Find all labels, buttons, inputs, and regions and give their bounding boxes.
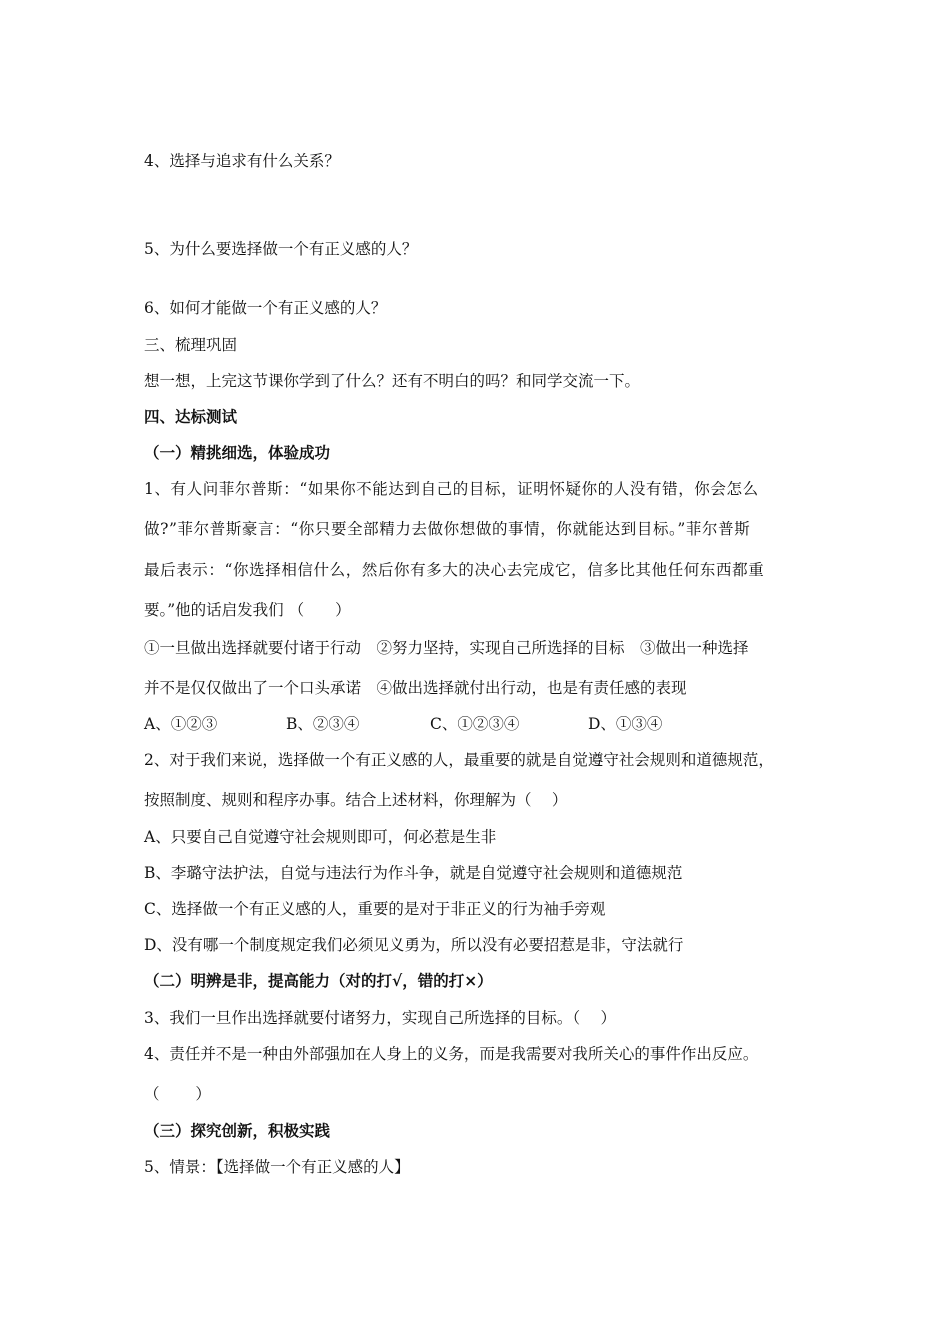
mc2-option-b: B、李璐守法护法，自觉与违法行为作斗争，就是自觉遵守社会规则和道德规范 <box>144 864 683 882</box>
tf-question-4-line-1: 4、责任并不是一种由外部强加在人身上的义务，而是我需要对我所关心的事件作出反应。 <box>144 1045 759 1063</box>
mc1-statements-1: ①一旦做出选择就要付诸于行动 ②努力坚持，实现自己所选择的目标 ③做出一种选择 <box>144 639 749 657</box>
mc1-options <box>144 714 704 734</box>
mc1-line-1: 1、有人问菲尔普斯：“如果你不能达到自己的目标，证明怀疑你的人没有错，你会怎么 <box>144 480 759 498</box>
mc2-option-d: D、没有哪一个制度规定我们必须见义勇为，所以没有必要招惹是非，守法就行 <box>144 936 684 954</box>
mc2-option-c: C、选择做一个有正义感的人，重要的是对于非正义的行为袖手旁观 <box>144 900 606 918</box>
question-5: 5、为什么要选择做一个有正义感的人？ <box>144 240 418 258</box>
mc2-line-2: 按照制度、规则和程序办事。结合上述材料，你理解为（ ） <box>144 791 568 809</box>
mc1-line-3: 最后表示：“你选择相信什么，然后你有多大的决心去完成它，信多比其他任何东西都重 <box>144 561 765 579</box>
part-1-heading: （一）精挑细选，体验成功 <box>144 443 331 462</box>
mc1-option-c: C、①②③④ <box>430 715 520 733</box>
section-4-heading: 四、达标测试 <box>144 407 238 426</box>
question-4: 4、选择与追求有什么关系？ <box>144 152 340 170</box>
section-3-heading: 三、梳理巩固 <box>144 336 238 354</box>
mc1-option-d: D、①③④ <box>588 715 663 733</box>
tf-question-4-line-2: （ ） <box>144 1085 211 1103</box>
part-3-heading: （三）探究创新，积极实践 <box>144 1121 331 1140</box>
part-2-heading: （二）明辨是非，提高能力（对的打√，错的打×） <box>144 971 493 990</box>
mc2-option-a: A、只要自己自觉遵守社会规则即可，何必惹是生非 <box>144 828 497 846</box>
question-5-scenario: 5、情景：【选择做一个有正义感的人】 <box>144 1158 410 1176</box>
tf-question-3: 3、我们一旦作出选择就要付诸努力，实现自己所选择的目标。（ ） <box>144 1009 617 1027</box>
mc1-option-b: B、②③④ <box>286 715 360 733</box>
mc1-line-4: 要。”他的话启发我们 （ ） <box>144 601 351 619</box>
section-3-body: 想一想，上完这节课你学到了什么？还有不明白的吗？和同学交流一下。 <box>144 372 641 390</box>
question-6: 6、如何才能做一个有正义感的人？ <box>144 299 387 317</box>
mc2-line-1: 2、对于我们来说，选择做一个有正义感的人，最重要的就是自觉遵守社会规则和道德规范， <box>144 751 774 769</box>
mc1-line-2: 做?”菲尔普斯豪言：“你只要全部精力去做你想做的事情，你就能达到目标。”菲尔普斯 <box>144 520 751 538</box>
mc1-statements-2: 并不是仅仅做出了一个口头承诺 ④做出选择就付出行动，也是有责任感的表现 <box>144 679 687 697</box>
mc1-option-a: A、①②③ <box>144 715 218 733</box>
